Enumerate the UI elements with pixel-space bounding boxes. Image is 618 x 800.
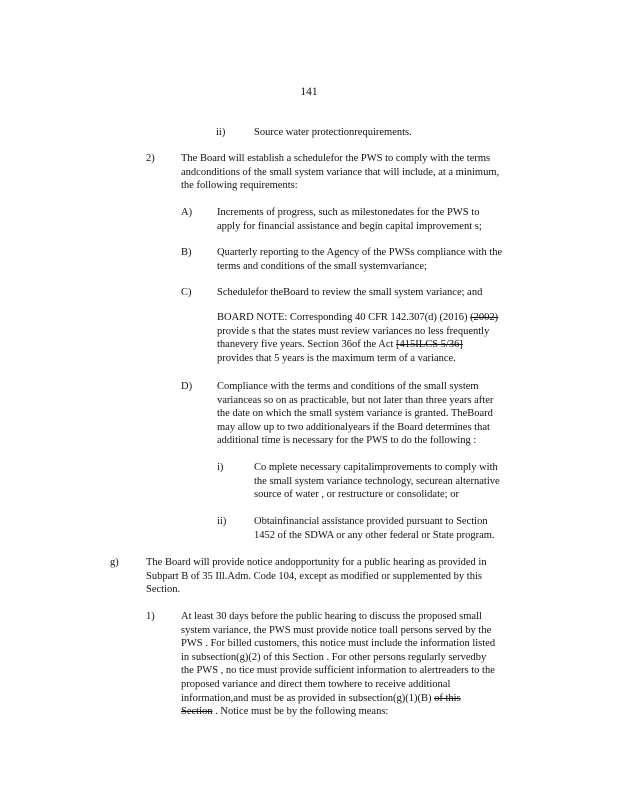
struck-text: Section bbox=[181, 706, 213, 718]
item-label: A) bbox=[181, 207, 193, 218]
note-text: BOARD NOTE: Corresponding 40 CFR 142.307(d) (2016) bbox=[217, 312, 468, 323]
item-text-fragment: information,and must be as provided in subsection(g)(1)(B) bbox=[181, 692, 432, 704]
text-line bbox=[181, 692, 535, 706]
item-text: Schedulefor theBoard to review the small system variance; and bbox=[217, 287, 483, 298]
text-line bbox=[217, 338, 537, 352]
text-line: the date on which the small system variance is granted. TheBoard bbox=[217, 408, 493, 420]
text-line: Increments of progress, such as milestonedates for the PWS to bbox=[217, 207, 480, 218]
item-label: i) bbox=[217, 462, 224, 473]
text-line: Section. bbox=[146, 584, 181, 596]
item-label: ii) bbox=[216, 127, 226, 138]
item-label: 1) bbox=[146, 611, 155, 622]
struck-text: of this bbox=[434, 692, 461, 704]
text-line: PWS . For billed customers, this notice must include the information listed bbox=[181, 638, 496, 650]
item-text bbox=[181, 610, 535, 719]
struck-text: [415ILCS 5/36] bbox=[396, 339, 463, 351]
struck-text: (2002) bbox=[470, 312, 499, 323]
item-label: g) bbox=[110, 557, 119, 568]
text-line: proposed variance and direct them towhere to receive additional bbox=[181, 678, 451, 690]
text-line: At least 30 days before the public hearing to discuss the proposed small bbox=[181, 611, 482, 622]
item-text bbox=[254, 461, 534, 502]
text-line: The Board will provide notice andopportunity for a public hearing as provided in bbox=[146, 557, 487, 568]
text-line: apply for financial assistance and begin capital improvement s; bbox=[217, 220, 482, 232]
text-line: the following requirements: bbox=[181, 180, 298, 192]
item-label: ii) bbox=[217, 516, 227, 527]
text-line: system variance, the PWS must provide notice toall persons served by the bbox=[181, 624, 492, 636]
text-line: additional time is necessary for the PWS to do the following : bbox=[217, 435, 477, 447]
item-label: 2) bbox=[146, 153, 155, 164]
text-line: The Board will establish a schedulefor the PWS to comply with the terms bbox=[181, 153, 491, 164]
item-text bbox=[217, 380, 535, 448]
note-text: thanevery five years. Section 36of the Act bbox=[217, 339, 394, 351]
text-line: Co mplete necessary capitalimprovements to comply with bbox=[254, 462, 498, 473]
text-line: terms and conditions of the small systemvariance; bbox=[217, 260, 427, 272]
text-line: Subpart B of 35 Ill.Adm. Code 104, except as modified or supplemented by this bbox=[146, 570, 482, 582]
item-label: C) bbox=[181, 287, 192, 298]
text-line: may allow up to two additionalyears if the Board determines that bbox=[217, 421, 490, 433]
text-line bbox=[181, 705, 535, 719]
text-line: Compliance with the terms and conditions of the small system bbox=[217, 381, 479, 392]
board-note bbox=[217, 311, 537, 365]
page-number: 141 bbox=[300, 86, 318, 98]
text-line: provide s that the states must review variances no less frequently bbox=[217, 325, 490, 337]
item-text bbox=[217, 246, 535, 273]
text-line: 1452 of the SDWA or any other federal or State program. bbox=[254, 529, 495, 541]
text-line: source of water , or restructure or consolidate; or bbox=[254, 489, 459, 501]
text-line: the PWS , no tice must provide sufficient information to alertreaders to the bbox=[181, 665, 495, 677]
item-text bbox=[254, 515, 534, 542]
item-text: Source water protectionrequirements. bbox=[254, 127, 412, 138]
item-text bbox=[146, 556, 536, 597]
text-line: andconditions of the small system variance that will include, at a minimum, bbox=[181, 166, 500, 178]
item-text-fragment: . Notice must be by the following means: bbox=[215, 706, 389, 718]
text-line: the small system variance technology, securean alternative bbox=[254, 475, 500, 487]
item-text bbox=[217, 206, 535, 233]
text-line bbox=[217, 311, 537, 325]
text-line: varianceas so on as practicable, but not later than three years after bbox=[217, 394, 494, 406]
item-label: D) bbox=[181, 381, 193, 392]
text-line: in subsection(g)(2) of this Section . For other persons regularly servedby bbox=[181, 651, 487, 663]
text-line: provides that 5 years is the maximum term of a variance. bbox=[217, 352, 456, 364]
text-line: Obtainfinancial assistance provided pursuant to Section bbox=[254, 516, 488, 527]
item-label: B) bbox=[181, 247, 192, 258]
text-line: Quarterly reporting to the Agency of the PWSs compliance with the bbox=[217, 247, 503, 258]
item-text bbox=[181, 152, 531, 193]
